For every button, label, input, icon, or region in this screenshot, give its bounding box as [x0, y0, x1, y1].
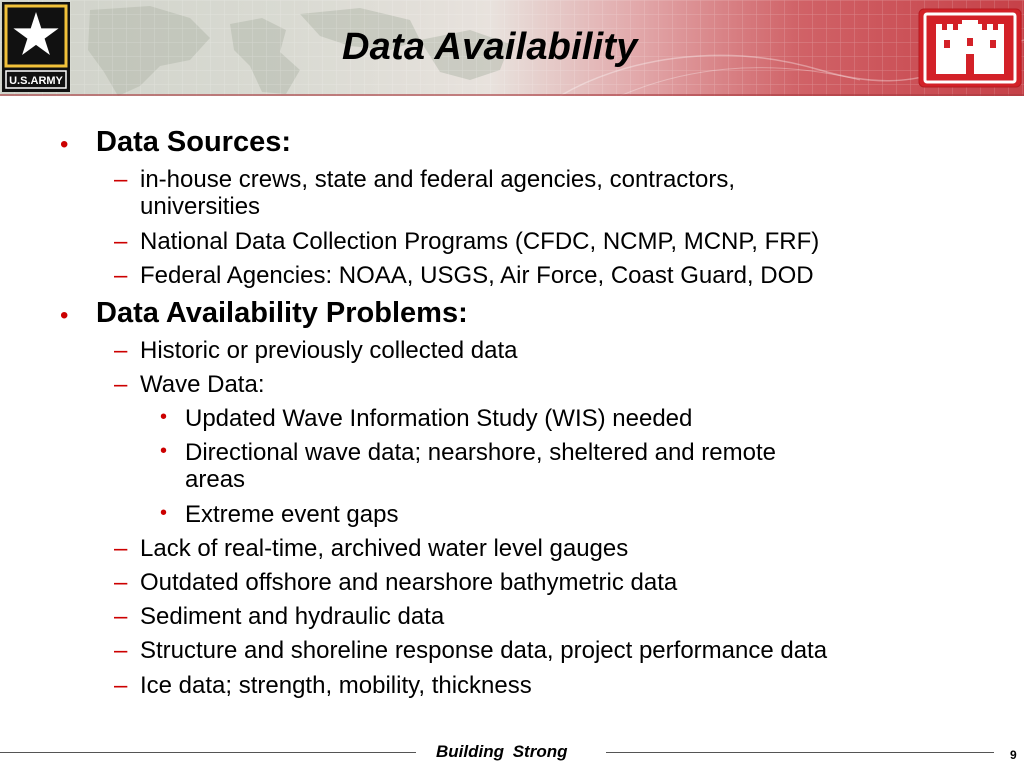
dash-marker: –: [114, 637, 128, 664]
dash-marker: –: [114, 166, 128, 193]
dash-marker: –: [114, 569, 128, 596]
footer-divider-left: [0, 752, 416, 753]
dash-marker: –: [114, 535, 128, 562]
sub-sub-bullet-marker: •: [160, 440, 168, 462]
sub-bullet-text: Sediment and hydraulic data: [140, 603, 445, 630]
sub-sub-bullet-text-continuation: areas: [185, 466, 246, 493]
bullet-marker: •: [60, 131, 69, 158]
dash-marker: –: [114, 603, 128, 630]
sub-bullet-text: Lack of real-time, archived water level gauges: [140, 535, 629, 562]
sub-sub-bullet-text: Extreme event gaps: [185, 501, 399, 528]
sub-bullet-text: National Data Collection Programs (CFDC, NCMP, MCNP, FRF): [140, 228, 820, 255]
sub-sub-bullet-marker: •: [160, 406, 168, 428]
corps-of-engineers-castle-logo: [918, 8, 1022, 88]
sub-bullet-text: in-house crews, state and federal agencies, contractors,: [140, 166, 735, 193]
page-number: 9: [1010, 748, 1017, 762]
sub-bullet-text: Ice data; strength, mobility, thickness: [140, 672, 532, 699]
us-army-logo: [2, 2, 70, 92]
dash-marker: –: [114, 672, 128, 699]
sub-sub-bullet-text: Updated Wave Information Study (WIS) needed: [185, 405, 693, 432]
slide-title: Data Availability: [342, 26, 638, 68]
bullet-heading-data-sources: Data Sources:: [96, 126, 292, 158]
sub-bullet-text: Structure and shoreline response data, project performance data: [140, 637, 828, 664]
bullet-heading-data-availability-problems: Data Availability Problems:: [96, 297, 468, 329]
dash-marker: –: [114, 337, 128, 364]
bullet-marker: •: [60, 302, 69, 329]
dash-marker: –: [114, 371, 128, 398]
footer-divider-right: [606, 752, 994, 753]
sub-bullet-text: Historic or previously collected data: [140, 337, 518, 364]
slide-header: [0, 0, 1024, 96]
sub-bullet-text-continuation: universities: [140, 193, 261, 220]
dash-marker: –: [114, 228, 128, 255]
sub-bullet-text: Outdated offshore and nearshore bathymetric data: [140, 569, 678, 596]
dash-marker: –: [114, 262, 128, 289]
sub-bullet-text: Federal Agencies: NOAA, USGS, Air Force, Coast Guard, DOD: [140, 262, 814, 289]
footer-slogan: Building Strong: [436, 742, 568, 761]
sub-bullet-text: Wave Data:: [140, 371, 265, 398]
sub-sub-bullet-marker: •: [160, 502, 168, 524]
army-logo-text: U.S.ARMY: [9, 75, 63, 87]
sub-sub-bullet-text: Directional wave data; nearshore, sheltered and remote: [185, 439, 776, 466]
